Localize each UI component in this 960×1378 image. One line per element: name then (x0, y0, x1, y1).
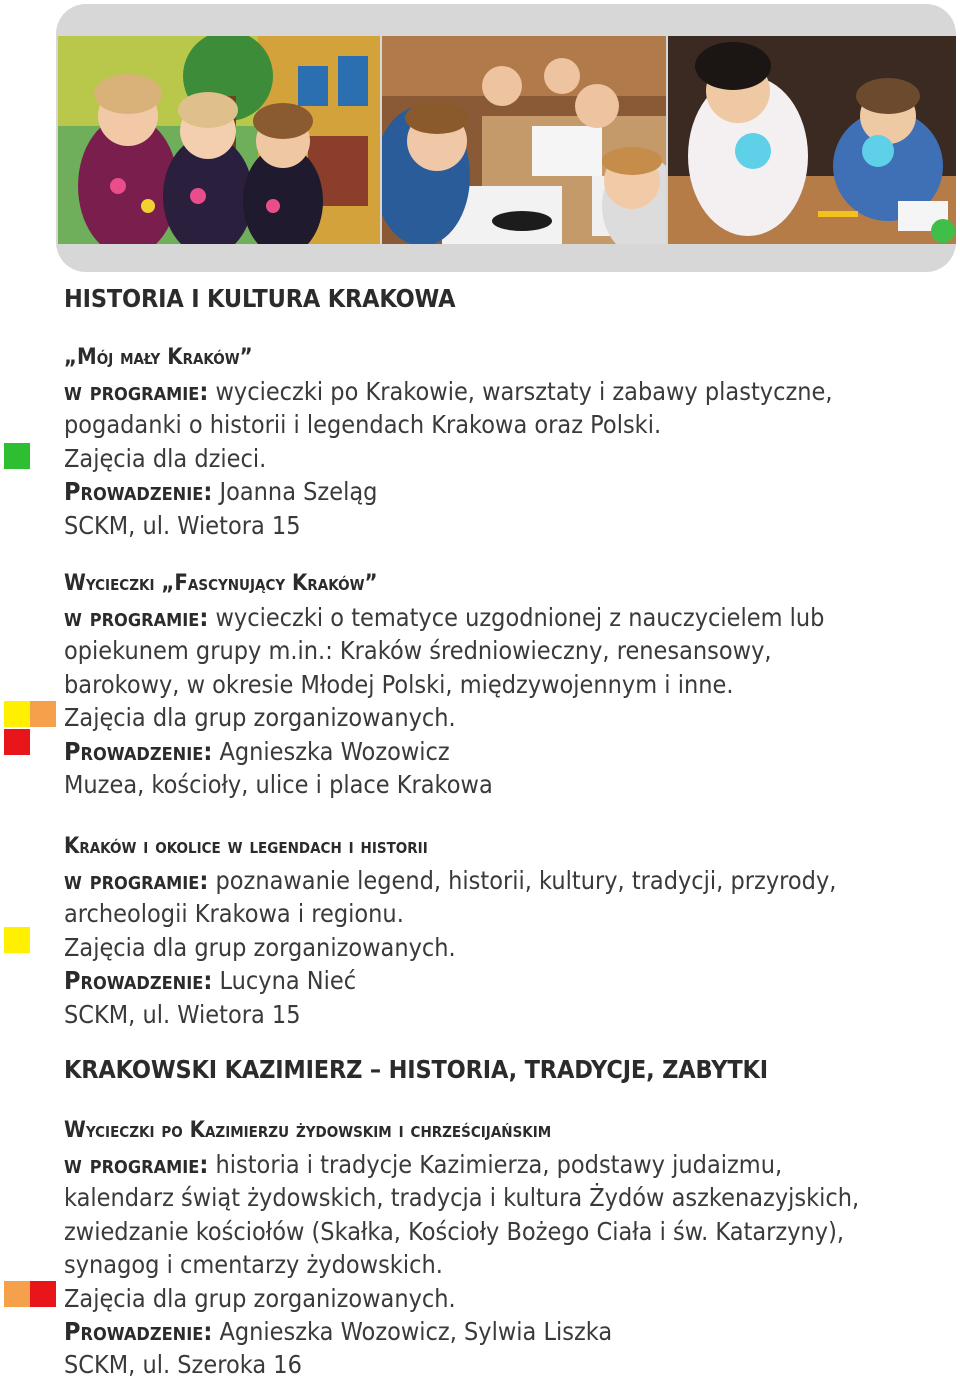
program-text: wycieczki po Krakowie, warsztaty i zabawy plastyczne, (208, 377, 833, 406)
audience: Zajęcia dla grup zorganizowanych. (64, 932, 456, 962)
lead-label: Prowadzenie: (64, 477, 213, 507)
section-title: HISTORIA I KULTURA KRAKOWA (64, 284, 456, 313)
program-text-line: archeologii Krakowa i regionu. (64, 899, 404, 929)
section-title: KRAKOWSKI KAZIMIERZ – HISTORIA, TRADYCJE, ZABYTKI (64, 1055, 768, 1084)
lead-name: Agnieszka Wozowicz, Sylwia Liszka (212, 1317, 613, 1347)
marker-orange (30, 701, 56, 727)
lead-name: Agnieszka Wozowicz (212, 736, 450, 766)
program-text: poznawanie legend, historii, kultury, tradycji, przyrody, (208, 866, 837, 895)
marker-red (4, 729, 30, 755)
place: SCKM, ul. Szeroka 16 (64, 1350, 302, 1378)
place: Muzea, kościoły, ulice i place Krakowa (64, 770, 493, 800)
audience: Zajęcia dla dzieci. (64, 443, 267, 473)
place: SCKM, ul. Wietora 15 (64, 510, 301, 540)
audience: Zajęcia dla grup zorganizowanych. (64, 1283, 456, 1313)
marker-green (4, 443, 30, 469)
program-title: Wycieczki „Fascynujący Kraków” (64, 571, 378, 596)
photo-children-costumes (58, 36, 380, 244)
marker-red (30, 1281, 56, 1307)
photo-children-crafts (668, 36, 956, 244)
program-text-line: synagog i cmentarzy żydowskich. (64, 1250, 443, 1280)
program-label: w programie: (64, 603, 209, 632)
program-block (64, 1114, 954, 1378)
program-label: w programie: (64, 377, 209, 406)
program-block (64, 830, 954, 1031)
program-block (64, 567, 954, 801)
program-text-line: kalendarz świąt żydowskich, tradycja i kultura Żydów aszkenazyjskich, (64, 1183, 860, 1213)
lead-label: Prowadzenie: (64, 1317, 213, 1347)
program-text-line: pogadanki o historii i legendach Krakowa oraz Polski. (64, 410, 662, 440)
lead-label: Prowadzenie: (64, 736, 213, 766)
program-label: w programie: (64, 1150, 209, 1179)
program-text-line: opiekunem grupy m.in.: Kraków średniowieczny, renesansowy, (64, 636, 772, 666)
program-title: Wycieczki po Kazimierzu żydowskim i chrześcijańskim (64, 1118, 552, 1143)
marker-yellow (4, 701, 30, 727)
place: SCKM, ul. Wietora 15 (64, 999, 301, 1029)
program-block (64, 341, 954, 542)
lead-name: Lucyna Nieć (212, 966, 357, 996)
audience: Zajęcia dla grup zorganizowanych. (64, 703, 456, 733)
program-text: historia i tradycje Kazimierza, podstawy judaizmu, (208, 1150, 783, 1179)
program-text-line: zwiedzanie kościołów (Skałka, Kościoły Bożego Ciała i św. Katarzyny), (64, 1216, 845, 1246)
program-text-line: barokowy, w okresie Młodej Polski, międzywojennym i inne. (64, 669, 734, 699)
program-title: „Mój mały Kraków” (64, 345, 253, 370)
marker-yellow (4, 927, 30, 953)
lead-name: Joanna Szeląg (212, 477, 378, 507)
program-label: w programie: (64, 866, 209, 895)
program-title: Kraków i okolice w legendach i historii (64, 834, 428, 859)
program-text: wycieczki o tematyce uzgodnionej z nauczycielem lub (208, 603, 825, 632)
photo-children-drawing (382, 36, 666, 244)
lead-label: Prowadzenie: (64, 966, 213, 996)
marker-orange (4, 1281, 30, 1307)
